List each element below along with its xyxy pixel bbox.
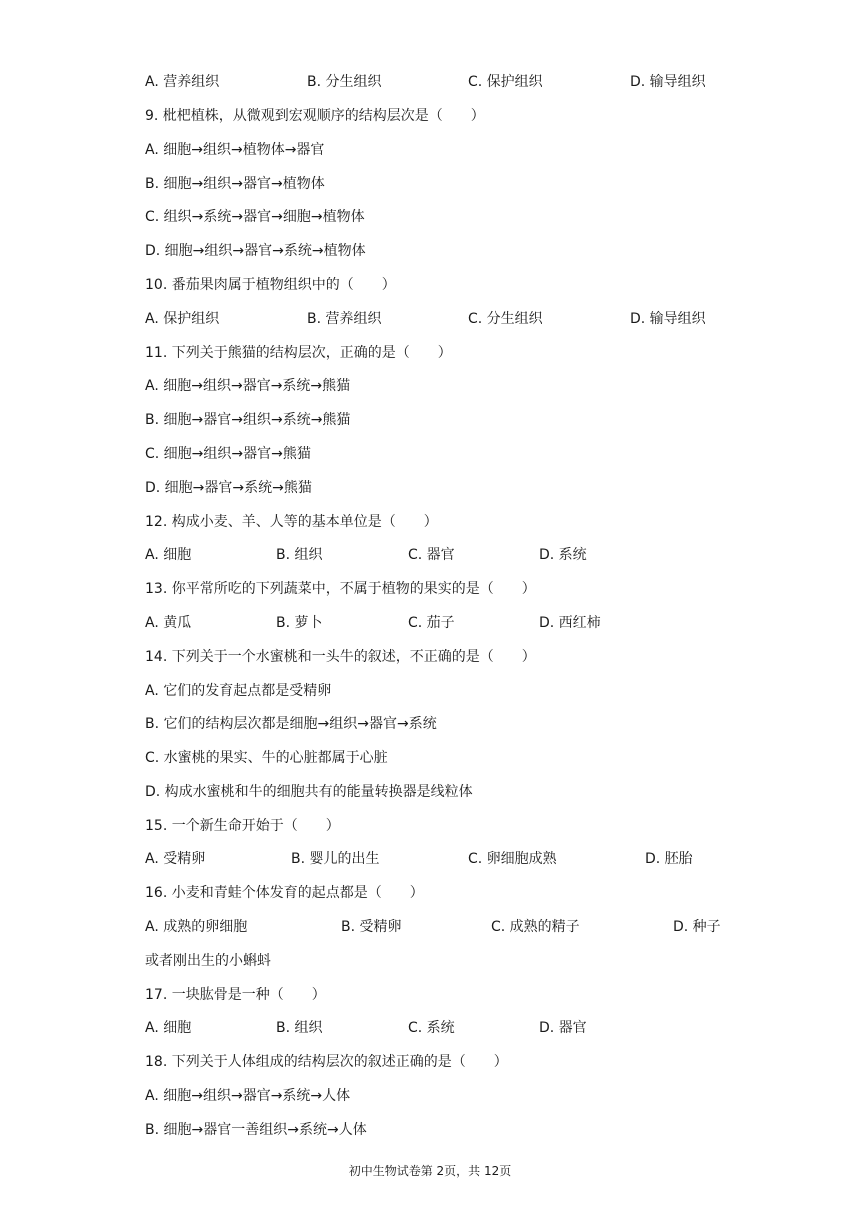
option-c: C. 茄子 [408,615,455,631]
option-b: B. 分生组织 [307,74,382,90]
question-10: 10. 番茄果肉属于植物组织中的（ ） [145,277,396,293]
option-b: B. 萝卜 [276,615,323,631]
option-a: A. 细胞→组织→植物体→器官 [145,142,325,158]
option-d: D. 构成水蜜桃和牛的细胞共有的能量转换器是线粒体 [145,784,473,800]
option-a: A. 它们的发育起点都是受精卵 [145,683,332,699]
option-b: B. 细胞→器官→组织→系统→熊猫 [145,412,351,428]
option-d: D. 输导组织 [630,311,706,327]
option-c: C. 组织→系统→器官→细胞→植物体 [145,209,365,225]
option-a: A. 黄瓜 [145,615,192,631]
option-d-continuation: 或者刚出生的小蝌蚪 [145,953,271,969]
question-18: 18. 下列关于人体组成的结构层次的叙述正确的是（ ） [145,1054,508,1070]
option-c: C. 保护组织 [468,74,543,90]
question-11: 11. 下列关于熊猫的结构层次，正确的是（ ） [145,345,452,361]
option-c: C. 分生组织 [468,311,543,327]
option-b: B. 细胞→组织→器官→植物体 [145,176,325,192]
option-b: B. 营养组织 [307,311,382,327]
option-d: D. 细胞→器官→系统→熊猫 [145,480,312,496]
question-12: 12. 构成小麦、羊、人等的基本单位是（ ） [145,514,438,530]
option-a: A. 保护组织 [145,311,220,327]
option-d: D. 种子 [673,919,721,935]
option-c: C. 卵细胞成熟 [468,851,557,867]
option-b: B. 它们的结构层次都是细胞→组织→器官→系统 [145,716,437,732]
question-16: 16. 小麦和青蛙个体发育的起点都是（ ） [145,885,424,901]
question-14: 14. 下列关于一个水蜜桃和一头牛的叙述，不正确的是（ ） [145,649,536,665]
option-d: D. 器官 [539,1020,587,1036]
option-a: A. 成熟的卵细胞 [145,919,248,935]
option-b: B. 组织 [276,1020,323,1036]
option-d: D. 输导组织 [630,74,706,90]
page-footer: 初中生物试卷第 2页，共 12页 [348,1164,512,1178]
option-d: D. 西红柿 [539,615,601,631]
option-c: C. 细胞→组织→器官→熊猫 [145,446,311,462]
option-b: B. 婴儿的出生 [291,851,380,867]
question-15: 15. 一个新生命开始于（ ） [145,818,340,834]
option-a: A. 细胞 [145,1020,192,1036]
option-c: C. 器官 [408,547,455,563]
option-c: C. 成熟的精子 [491,919,580,935]
option-c: C. 水蜜桃的果实、牛的心脏都属于心脏 [145,750,388,766]
option-a: A. 细胞→组织→器官→系统→人体 [145,1088,351,1104]
question-17: 17. 一块肱骨是一种（ ） [145,987,326,1003]
option-b: B. 组织 [276,547,323,563]
option-d: D. 胚胎 [645,851,693,867]
option-a: A. 受精卵 [145,851,206,867]
option-d: D. 系统 [539,547,587,563]
option-b: B. 受精卵 [341,919,402,935]
option-a: A. 营养组织 [145,74,220,90]
option-b: B. 细胞→器官一善组织→系统→人体 [145,1122,367,1138]
question-9: 9. 枇杷植株，从微观到宏观顺序的结构层次是（ ） [145,108,485,124]
option-a: A. 细胞 [145,547,192,563]
option-d: D. 细胞→组织→器官→系统→植物体 [145,243,366,259]
question-13: 13. 你平常所吃的下列蔬菜中，不属于植物的果实的是（ ） [145,581,536,597]
option-a: A. 细胞→组织→器官→系统→熊猫 [145,378,351,394]
option-c: C. 系统 [408,1020,455,1036]
